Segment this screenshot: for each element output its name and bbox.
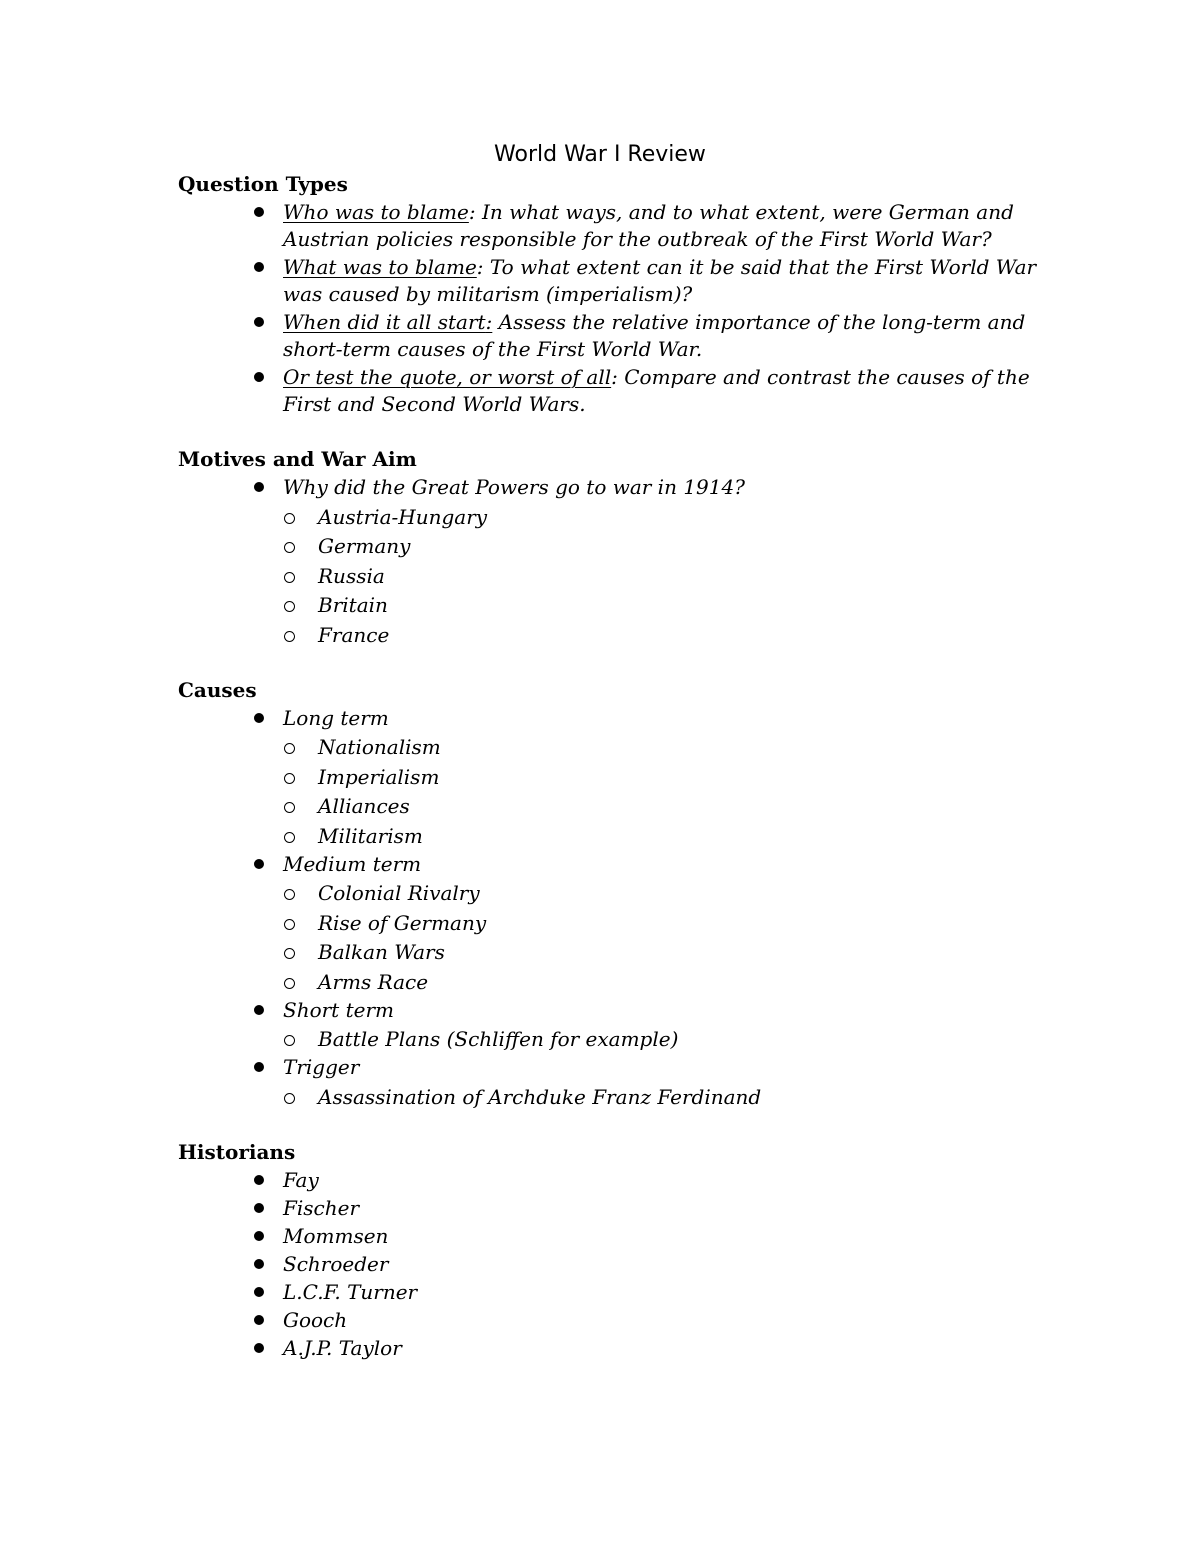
list-item — [283, 532, 1038, 560]
section-heading-question-types: Question Types — [178, 172, 348, 196]
section-question-types — [178, 170, 1038, 418]
section-heading-historians: Historians — [178, 1139, 296, 1164]
cause-items-list — [283, 1025, 1038, 1053]
cause-group-label: Short term — [283, 997, 394, 1022]
bullet-icon — [254, 1175, 264, 1185]
list-item — [283, 792, 1038, 820]
bullet-icon — [254, 1231, 264, 1241]
list-item — [178, 997, 1038, 1054]
countries-list — [283, 503, 1038, 649]
list-item — [178, 1195, 1038, 1222]
list-item — [178, 1307, 1038, 1334]
list-item — [178, 199, 1038, 253]
question-label: Or test the quote, or worst of all — [283, 365, 612, 389]
question-label: Who was to blame — [283, 200, 469, 224]
question-text: In what ways, and to what extent, were German and Austrian policies responsible for the outbreak of the First World War? — [283, 200, 1014, 251]
list-item — [283, 591, 1038, 619]
country-label: France — [318, 622, 390, 647]
list-item — [178, 1279, 1038, 1306]
cause-label: Rise of Germany — [318, 910, 487, 935]
historian-name: L.C.F. Turner — [283, 1279, 418, 1304]
circle-bullet-icon — [284, 773, 295, 784]
list-item — [178, 1251, 1038, 1278]
list-item — [178, 474, 1038, 649]
cause-label: Battle Plans (Schliffen for example) — [318, 1027, 679, 1051]
section-historians — [178, 1138, 1038, 1362]
question-types-list — [178, 199, 1038, 418]
bullet-icon — [254, 1315, 264, 1325]
question-separator: : — [476, 255, 484, 279]
question-label: What was to blame — [283, 255, 477, 279]
section-motives — [178, 445, 1038, 649]
list-item — [283, 621, 1038, 649]
document-body — [178, 170, 1038, 1362]
country-label: Austria-Hungary — [318, 504, 488, 529]
list-item — [178, 851, 1038, 996]
circle-bullet-icon — [284, 743, 295, 754]
historian-name: Schroeder — [283, 1251, 389, 1276]
section-causes — [178, 676, 1038, 1111]
cause-label: Arms Race — [318, 969, 429, 994]
list-item — [283, 822, 1038, 850]
bullet-icon — [254, 1203, 264, 1213]
list-item — [178, 254, 1038, 308]
cause-label: Militarism — [318, 823, 423, 848]
circle-bullet-icon — [284, 1035, 295, 1046]
question-text: Assess the relative importance of the long-term and short-term causes of the First World War. — [283, 310, 1026, 361]
motives-list — [178, 474, 1038, 649]
list-item — [178, 1054, 1038, 1111]
causes-list — [178, 705, 1038, 1111]
question-separator: : — [611, 365, 618, 389]
circle-bullet-icon — [284, 542, 295, 553]
historian-name: Mommsen — [283, 1223, 389, 1248]
list-item — [283, 1025, 1038, 1053]
question-label: When did it all start — [283, 310, 486, 334]
circle-bullet-icon — [284, 1093, 295, 1104]
cause-label: Colonial Rivalry — [318, 881, 480, 905]
bullet-icon — [254, 1062, 264, 1072]
list-item — [178, 364, 1038, 418]
circle-bullet-icon — [284, 948, 295, 959]
list-item — [283, 968, 1038, 996]
bullet-icon — [254, 372, 264, 382]
bullet-icon — [254, 713, 264, 723]
circle-bullet-icon — [284, 832, 295, 843]
bullet-icon — [254, 317, 264, 327]
cause-items-list — [283, 1083, 1038, 1111]
document-title: World War I Review — [494, 142, 706, 167]
cause-label: Assassination of Archduke Franz Ferdinand — [318, 1084, 762, 1109]
circle-bullet-icon — [284, 889, 295, 900]
circle-bullet-icon — [284, 919, 295, 930]
section-heading-motives: Motives and War Aim — [178, 447, 417, 471]
bullet-icon — [254, 1005, 264, 1015]
circle-bullet-icon — [284, 802, 295, 813]
historian-name: Fischer — [283, 1195, 360, 1220]
list-item — [283, 938, 1038, 966]
historian-name: Fay — [283, 1167, 319, 1192]
list-item — [178, 1223, 1038, 1250]
circle-bullet-icon — [284, 601, 295, 612]
country-label: Russia — [318, 563, 385, 588]
circle-bullet-icon — [284, 513, 295, 524]
bullet-icon — [254, 859, 264, 869]
bullet-icon — [254, 1343, 264, 1353]
question-separator: : — [468, 200, 476, 224]
bullet-icon — [254, 482, 264, 492]
list-item — [178, 1335, 1038, 1362]
question-text: To what extent can it be said that the First World War was caused by militarism (imperialism)? — [283, 255, 1037, 306]
historian-name: A.J.P. Taylor — [283, 1335, 402, 1360]
list-item — [178, 1167, 1038, 1194]
question-text: Compare and contrast the causes of the First and Second World Wars. — [283, 365, 1030, 416]
list-item — [283, 763, 1038, 791]
cause-items-list — [283, 733, 1038, 850]
list-item — [283, 909, 1038, 937]
cause-group-label: Medium term — [283, 851, 422, 876]
list-item — [178, 705, 1038, 850]
cause-label: Balkan Wars — [318, 940, 445, 964]
cause-group-label: Long term — [283, 705, 389, 730]
circle-bullet-icon — [284, 572, 295, 583]
cause-group-label: Trigger — [283, 1055, 360, 1079]
circle-bullet-icon — [284, 978, 295, 989]
section-heading-causes: Causes — [178, 677, 257, 702]
cause-label: Imperialism — [318, 764, 440, 789]
motives-question: Why did the Great Powers go to war in 1914? — [283, 475, 745, 499]
historian-name: Gooch — [283, 1307, 348, 1332]
list-item — [178, 309, 1038, 363]
historians-list — [178, 1167, 1038, 1362]
cause-label: Nationalism — [318, 735, 441, 759]
bullet-icon — [254, 1287, 264, 1297]
country-label: Germany — [318, 534, 411, 558]
list-item — [283, 562, 1038, 590]
question-separator: : — [485, 310, 493, 334]
list-item — [283, 733, 1038, 761]
list-item — [283, 879, 1038, 907]
bullet-icon — [254, 207, 264, 217]
cause-items-list — [283, 879, 1038, 996]
list-item — [283, 503, 1038, 531]
circle-bullet-icon — [284, 631, 295, 642]
list-item — [283, 1083, 1038, 1111]
bullet-icon — [254, 262, 264, 272]
country-label: Britain — [318, 593, 388, 617]
bullet-icon — [254, 1259, 264, 1269]
cause-label: Alliances — [318, 794, 410, 818]
